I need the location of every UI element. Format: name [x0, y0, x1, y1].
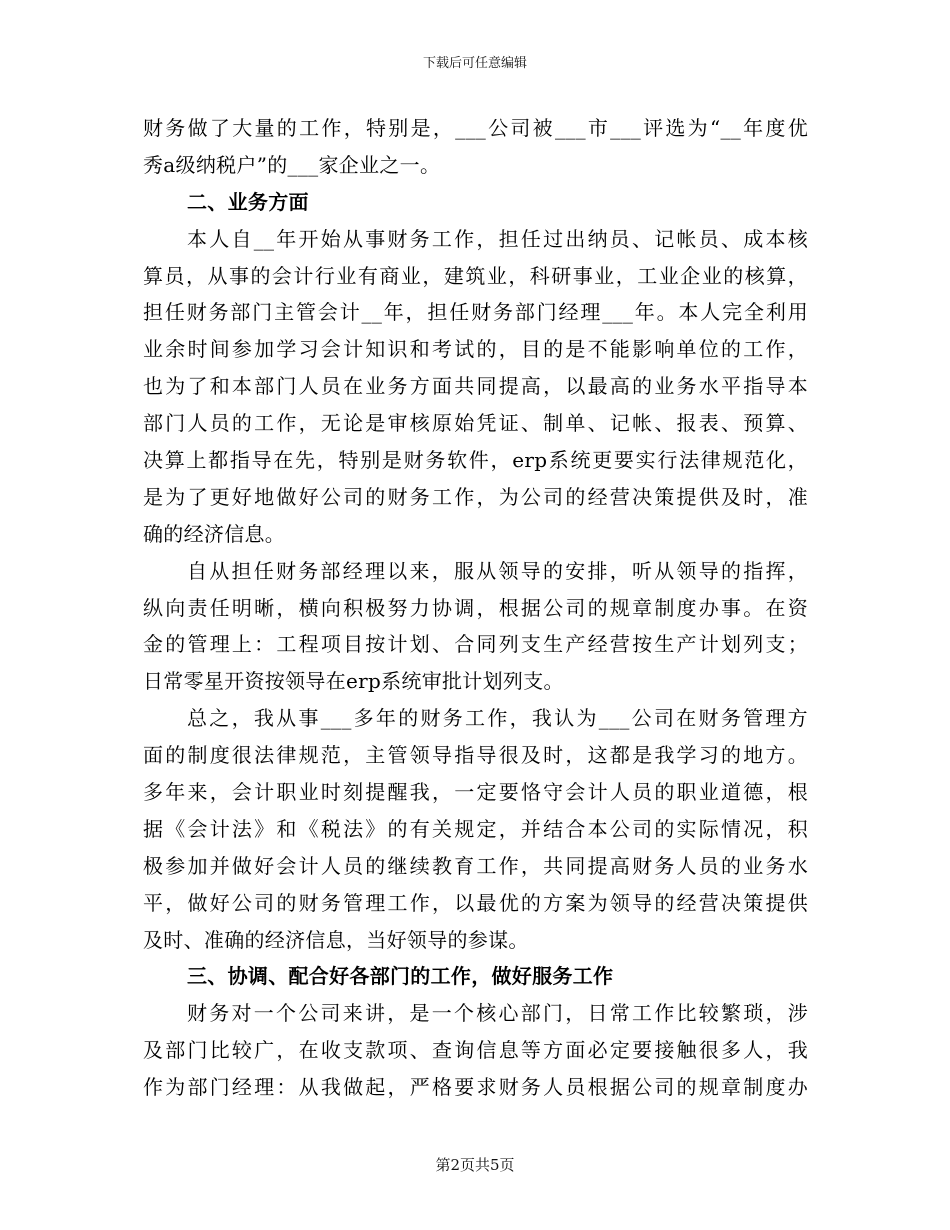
body-line: 财务对一个公司来讲，是一个核心部门，日常工作比较繁琐，涉	[187, 1001, 808, 1026]
body-line: 本人自__年开始从事财务工作，担任过出纳员、记帐员、成本核	[187, 226, 808, 251]
page-footer: 第2页共5页	[435, 1156, 515, 1174]
body-line: 平，做好公司的财务管理工作，以最优的方案为领导的经营决策提供	[143, 890, 808, 915]
body-line: 是为了更好地做好公司的财务工作，为公司的经营决策提供及时，准	[143, 484, 808, 509]
body-line: 及部门比较广，在收支款项、查询信息等方面必定要接触很多人，我	[143, 1038, 808, 1063]
body-line: 及时、准确的经济信息，当好领导的参谋。	[143, 927, 529, 952]
body-line: 日常零星开资按领导在erp系统审批计划列支。	[143, 669, 564, 694]
document-body	[143, 110, 808, 1106]
body-line: 作为部门经理：从我做起，严格要求财务人员根据公司的规章制度办	[143, 1075, 808, 1100]
body-line: 业余时间参加学习会计知识和考试的，目的是不能影响单位的工作，	[143, 337, 808, 362]
body-line: 确的经济信息。	[143, 521, 286, 546]
body-line: 自从担任财务部经理以来，服从领导的安排，听从领导的指挥，	[187, 558, 808, 583]
body-line: 面的制度很法律规范，主管领导指导很及时，这都是我学习的地方。	[143, 743, 808, 768]
body-line: 算员，从事的会计行业有商业，建筑业，科研事业，工业企业的核算，	[143, 263, 808, 288]
body-line: 担任财务部门主管会计__年，担任财务部门经理___年。本人完全利用	[143, 300, 808, 325]
body-line: 部门人员的工作，无论是审核原始凭证、制单、记帐、报表、预算、	[143, 411, 808, 436]
body-line: 财务做了大量的工作，特别是，___公司被___市___评选为“__年度优	[143, 116, 808, 140]
body-line: 也为了和本部门人员在业务方面共同提高，以最高的业务水平指导本	[143, 374, 808, 399]
body-line: 纵向责任明晰，横向积极努力协调，根据公司的规章制度办事。在资	[143, 595, 808, 620]
page-header: 下载后可任意编辑	[422, 56, 527, 71]
section-heading-business: 二、业务方面	[187, 189, 309, 214]
body-line: 秀a级纳税户”的___家企业之一。	[143, 152, 441, 177]
section-heading-coordination: 三、协调、配合好各部门的工作，做好服务工作	[187, 964, 614, 989]
body-line: 总之，我从事___多年的财务工作，我认为___公司在财务管理方	[187, 706, 808, 731]
body-line: 据《会计法》和《税法》的有关规定，并结合本公司的实际情况，积	[143, 816, 808, 841]
body-line: 金的管理上：工程项目按计划、合同列支生产经营按生产计划列支；	[143, 632, 808, 657]
body-line: 极参加并做好会计人员的继续教育工作，共同提高财务人员的业务水	[143, 853, 808, 878]
body-line: 多年来，会计职业时刻提醒我，一定要恪守会计人员的职业道德，根	[143, 780, 808, 805]
body-line: 决算上都指导在先，特别是财务软件，erp系统更要实行法律规范化，	[143, 448, 808, 473]
